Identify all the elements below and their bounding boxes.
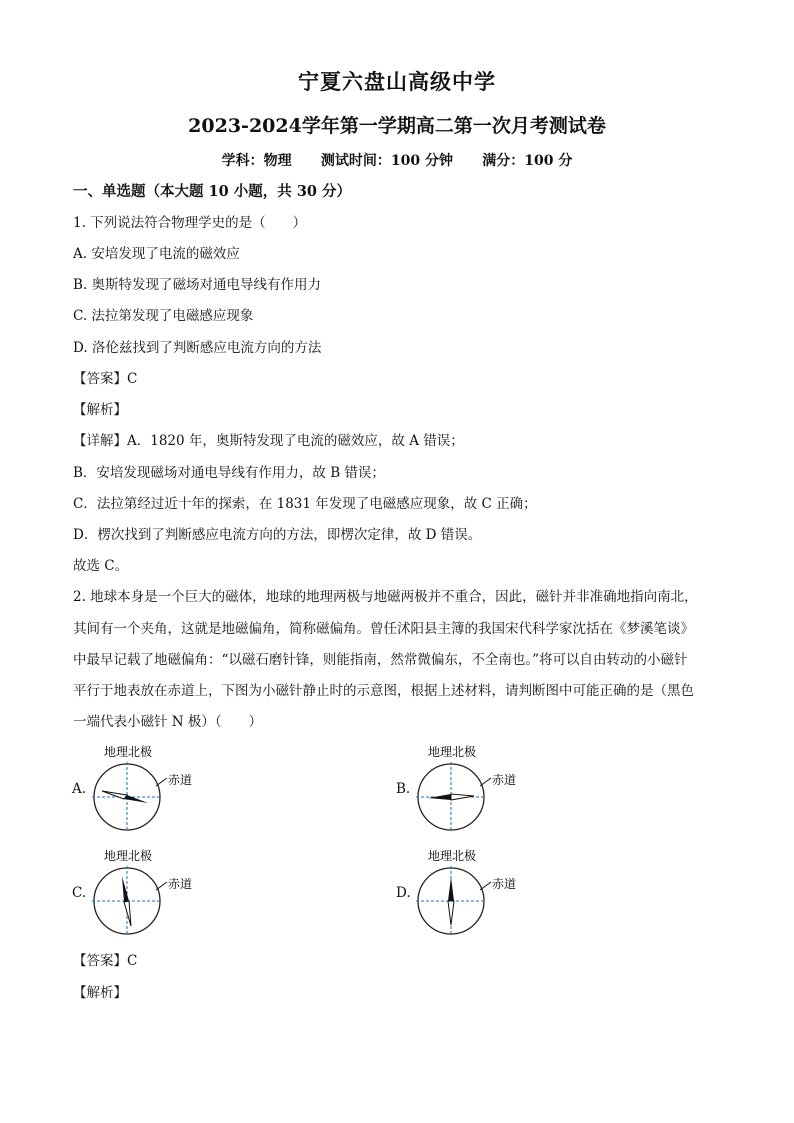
q1-option-d: D. 洛伦兹找到了判断感应电流方向的方法 <box>73 340 322 356</box>
q1-detail-line: 【详解】A．1820 年，奥斯特发现了电流的磁效应，故 A 错误； <box>73 433 464 449</box>
q1-option-c: C. 法拉第发现了电磁感应现象 <box>73 308 254 324</box>
q1-detail-line: 故选 C。 <box>73 558 129 574</box>
q1-stem: 1. 下列说法符合物理学史的是（ ） <box>73 215 307 231</box>
equator-label: 赤道 <box>168 877 193 891</box>
q2-option-b-label: B. <box>396 781 411 797</box>
q1-detail-line: D．楞次找到了判断感应电流方向的方法，即楞次定律，故 D 错误。 <box>73 527 482 543</box>
needle-south-end <box>448 901 454 925</box>
needle-north-end <box>124 795 148 803</box>
equator-label: 赤道 <box>168 773 193 787</box>
q2-stem-line: 平行于地表放在赤道上，下图为小磁针静止时的示意图，根据上述材料，请判断图中可能正确的是（黑色 <box>73 683 694 699</box>
q2-stem-line: 中最早记载了地磁偏角：“以磁石磨针锋，则能指南，然常微偏东，不全南也。”将可以自由转动的小磁针 <box>73 652 688 668</box>
q2-option-a-label: A. <box>72 781 87 797</box>
compass-figure-d <box>412 846 532 941</box>
q1-option-a: A. 安培发现了电流的磁效应 <box>73 246 240 262</box>
q1-option-b: B. 奥斯特发现了磁场对通电导线有作用力 <box>73 277 322 293</box>
exam-meta: 学科：物理 测试时间：100 分钟 满分：100 分 <box>221 153 573 169</box>
north-pole-label: 地理北极 <box>104 745 153 759</box>
q2-option-d-label: D. <box>396 885 411 901</box>
north-pole-label: 地理北极 <box>428 745 477 759</box>
q2-stem-line: 2. 地球本身是一个巨大的磁体，地球的地理两极与地磁两极并不重合，因此，磁针并非准确地指向南北， <box>73 589 698 605</box>
needle-north-end <box>448 877 454 901</box>
north-pole-label: 地理北极 <box>104 849 153 863</box>
compass-figure-b <box>412 742 532 837</box>
north-pole-label: 地理北极 <box>428 849 477 863</box>
q1-detail-line: C．法拉第经过近十年的探索，在 1831 年发现了电磁感应现象，故 C 正确； <box>73 496 537 512</box>
needle-north-end <box>122 876 129 902</box>
equator-label: 赤道 <box>492 773 517 787</box>
q2-analysis-label: 【解析】 <box>73 985 127 1001</box>
q1-answer: 【答案】C <box>73 371 138 387</box>
compass-figure-c <box>88 846 208 941</box>
q2-stem-line: 一端代表小磁针 N 极）（ ） <box>73 714 263 730</box>
school-name: 宁夏六盘山高级中学 <box>298 69 496 94</box>
q1-detail-line: B．安培发现磁场对通电导线有作用力，故 B 错误； <box>73 465 385 481</box>
equator-label: 赤道 <box>492 877 517 891</box>
q2-answer: 【答案】C <box>73 953 138 969</box>
q2-stem-line: 其间有一个夹角，这就是地磁偏角，简称磁偏角。曾任沭阳县主簿的我国宋代科学家沈括在《梦溪笔谈》 <box>73 621 694 637</box>
q2-option-c-label: C. <box>72 885 87 901</box>
needle-south-end <box>451 794 474 800</box>
section-heading: 一、单选题（本大题 10 小题，共 30 分） <box>73 183 352 200</box>
needle-south-end <box>102 791 127 799</box>
compass-figure-a <box>88 742 208 837</box>
q1-analysis-label: 【解析】 <box>73 402 127 418</box>
exam-title: 2023-2024学年第一学期高二第一次月考测试卷 <box>188 115 606 137</box>
